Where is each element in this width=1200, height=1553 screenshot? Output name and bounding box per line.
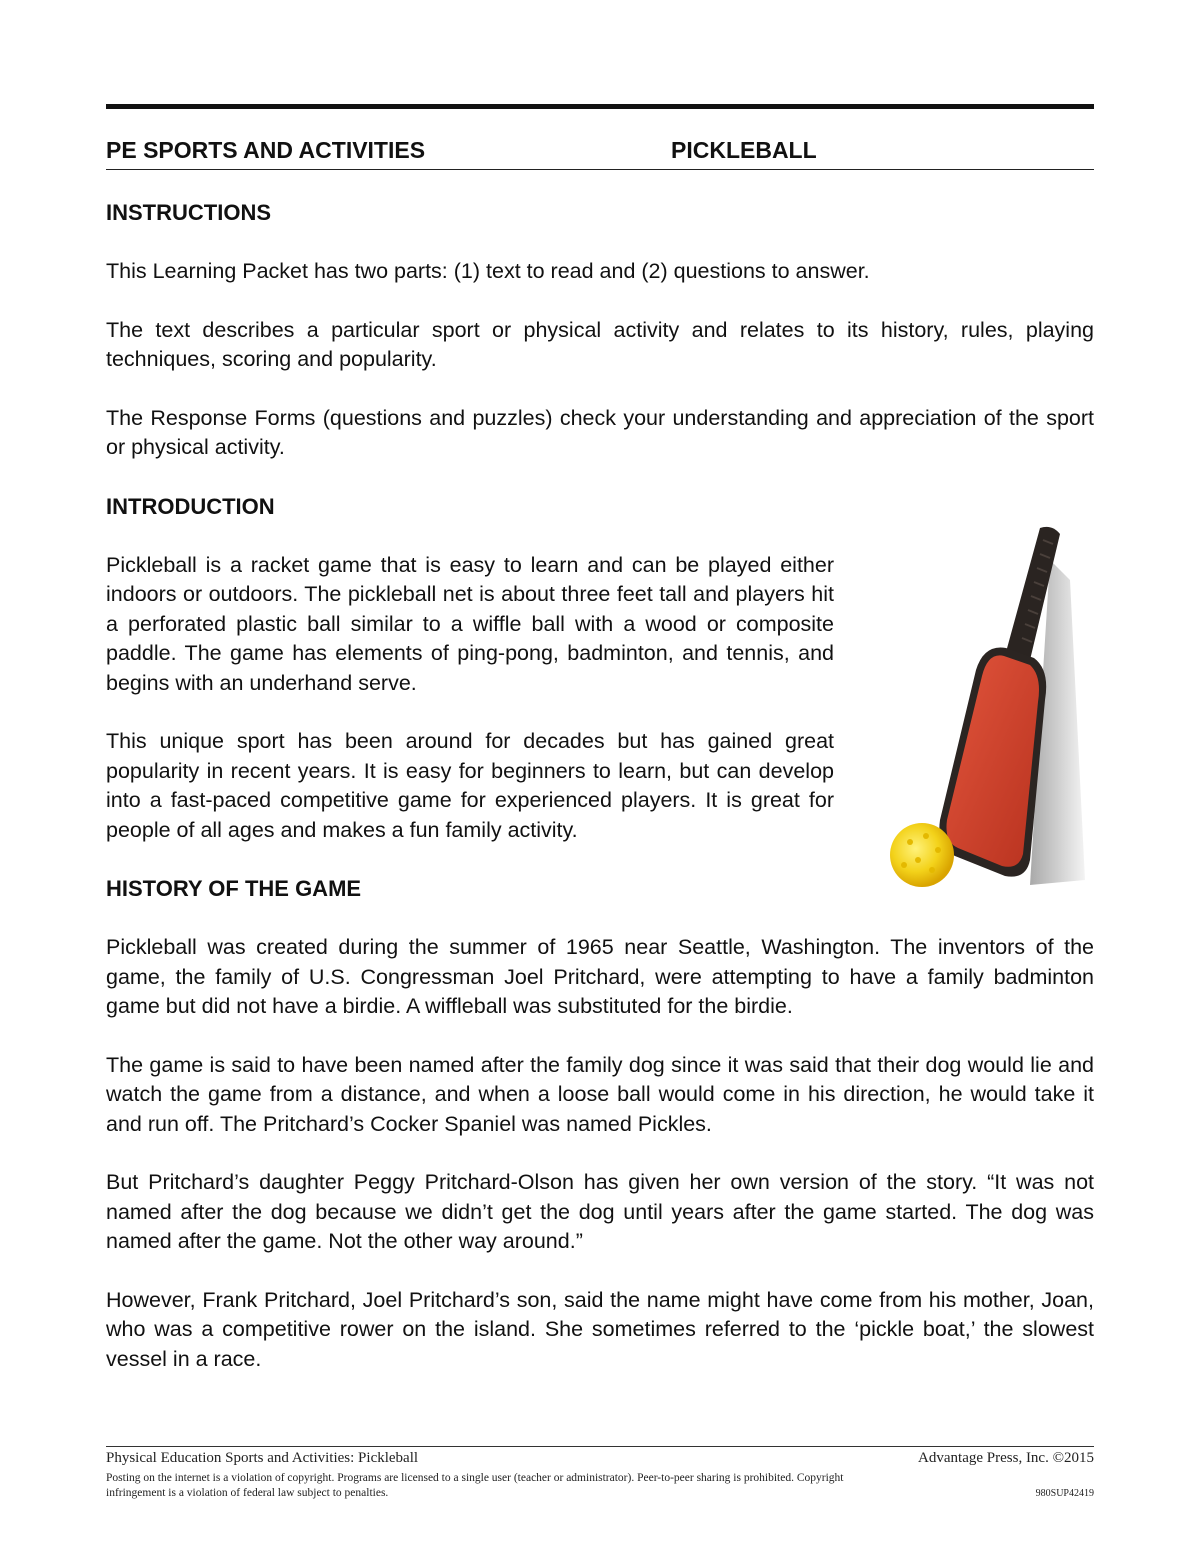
history-paragraph-2: The game is said to have been named after the family dog since it was said that their dog would lie and watch the game from a distance, and when a loose ball would come in his direction, he would take it and run off. The Pritchard’s Cocker Spaniel was named Pickles. <box>106 1052 1094 1136</box>
introduction-paragraph-1: Pickleball is a racket game that is easy to learn and can be played either indoors or outdoors. The pickleball net is about three feet tall and players hit a perforated plastic ball similar to a wiffle ball with a wood or composite paddle. The game has elements of ping-pong, badminton, and tennis, and begins with an underhand serve. <box>106 552 834 695</box>
page-footer <box>106 1446 1094 1501</box>
footer-product-code: 980SUP42419 <box>1035 1488 1094 1499</box>
page-header <box>106 137 1094 170</box>
footer-copyright-notice-line-2: infringement is a violation of federal law subject to penalties. <box>106 1487 389 1499</box>
instructions-paragraph-2: The text describes a particular sport or physical activity and relates to its history, rules, playing techniques, scoring and popularity. <box>106 317 1094 371</box>
introduction-heading: INTRODUCTION <box>106 493 275 519</box>
history-heading: HISTORY OF THE GAME <box>106 876 362 901</box>
footer-copyright: Advantage Press, Inc. ©2015 <box>918 1450 1094 1466</box>
history-paragraph-4: However, Frank Pritchard, Joel Pritchard’s son, said the name might have come from his mother, Joan, who was a competitive rower on the island. She sometimes referred to the ‘pickle boat,’ the slowest vessel in a race. <box>106 1287 1094 1371</box>
instructions-paragraph-3: The Response Forms (questions and puzzles) check your understanding and appreciation of the sport or physical activity. <box>106 405 1094 459</box>
pickleball-ball <box>890 823 954 887</box>
introduction-paragraph-2: This unique sport has been around for decades but has gained great popularity in recent years. It is easy for beginners to learn, but can develop into a fast-paced competitive game for experienced players. It is great for people of all ages and makes a fun family activity. <box>106 729 834 842</box>
history-paragraph-3: But Pritchard’s daughter Peggy Pritchard-Olson has given her own version of the story. “It was not named after the dog because we didn’t get the dog until years after the game started. The dog was named after the game. Not the other way around.” <box>106 1170 1094 1253</box>
pickleball-paddle-illustration <box>880 520 1090 890</box>
header-topic-title: PICKLEBALL <box>671 137 817 163</box>
footer-copyright-notice: Posting on the internet is a violation of copyright. Programs are licensed to a single user (teacher or administrator). Peer-to-peer sharing is prohibited. Copyright <box>106 1472 844 1484</box>
footer-document-title: Physical Education Sports and Activities: Pickleball <box>106 1450 419 1466</box>
header-series-title: PE SPORTS AND ACTIVITIES <box>106 137 426 163</box>
history-paragraph-1: Pickleball was created during the summer of 1965 near Seattle, Washington. The inventors of the game, the family of U.S. Congressman Joel Pritchard, were attempting to have a family badminton game but did not have a birdie. A wiffleball was substituted for the birdie. <box>106 935 1094 1018</box>
instructions-heading: INSTRUCTIONS <box>106 200 271 225</box>
instructions-paragraph-1: This Learning Packet has two parts: (1) text to read and (2) questions to answer. <box>106 259 870 283</box>
top-rule <box>106 104 1094 109</box>
